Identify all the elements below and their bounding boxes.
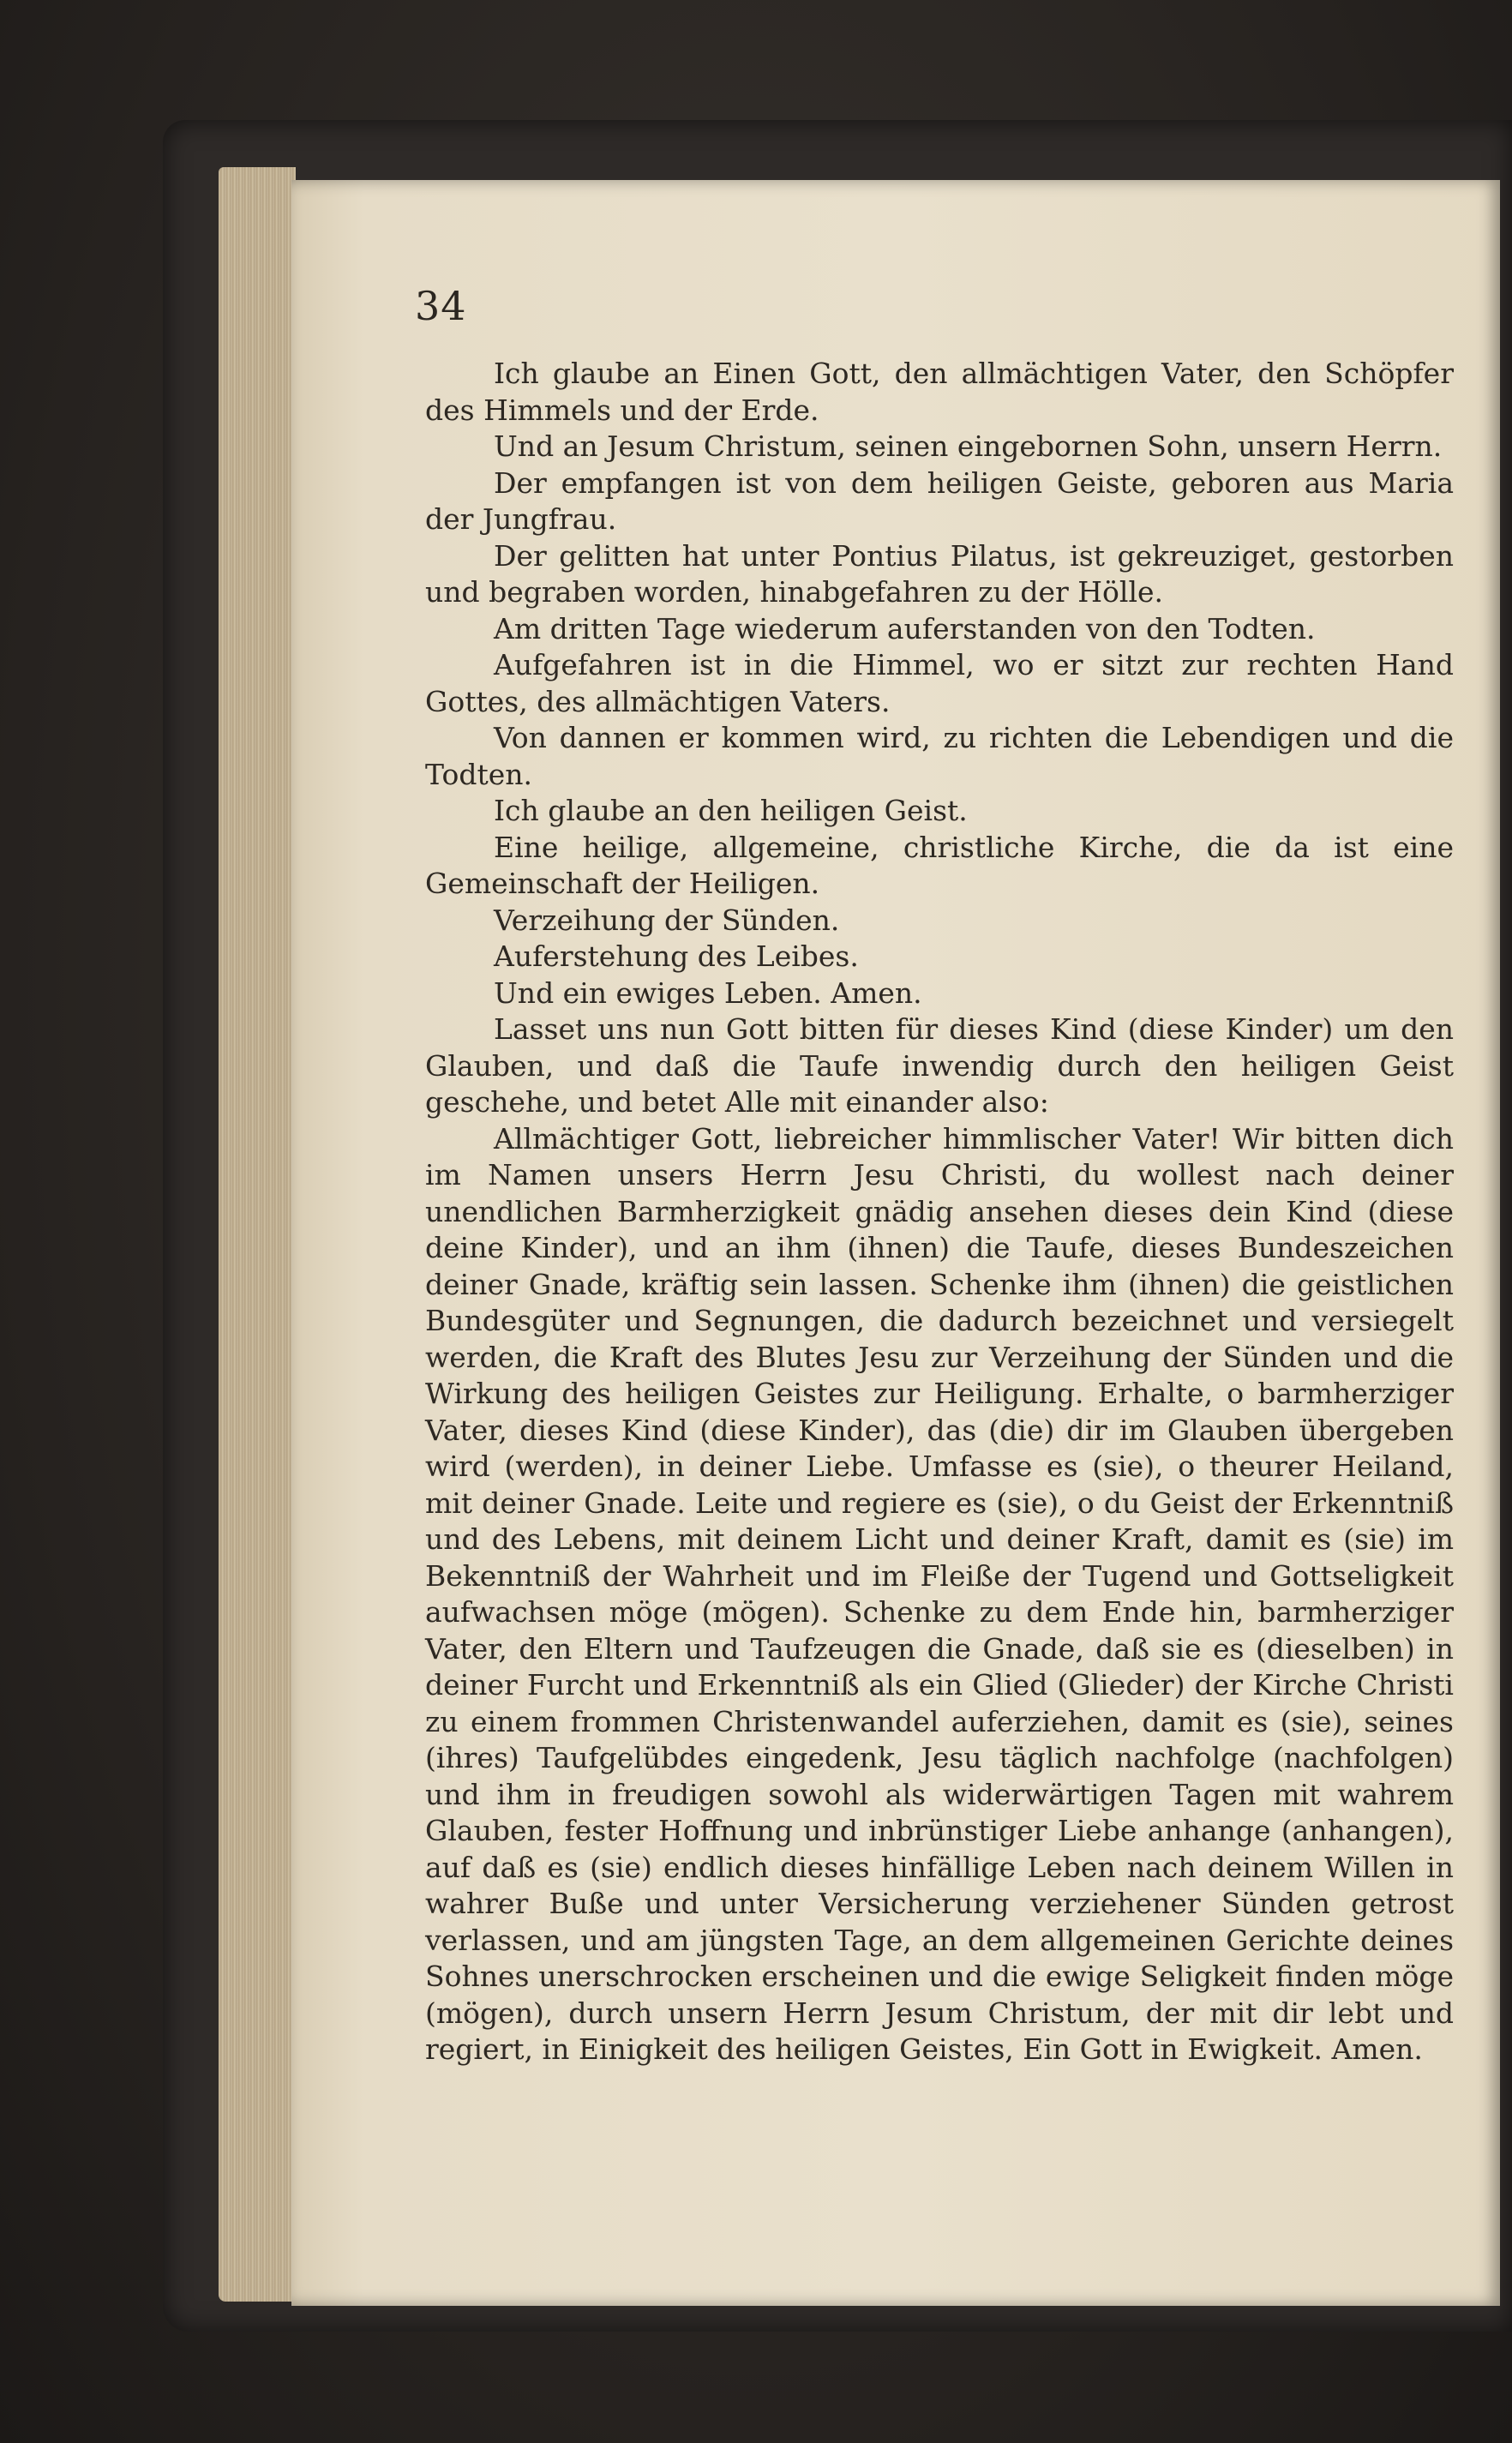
paragraph: Allmächtiger Gott, liebreicher himmlischer Vater! Wir bitten dich im Namen unsers Herrn Jesu Christi, du wollest nach deiner unendlichen Barmherzigkeit gnädig ansehen dieses dein Kind (diese deine Kinder), und an ihm (ihnen) die Taufe, dieses Bundeszeichen deiner Gnade, kräftig sein lassen. Schenke ihm (ihnen) die geistlichen Bundesgüter und Segnungen, die dadurch bezeichnet und versiegelt werden, die Kraft des Blutes Jesu zur Verzeihung der Sünden und die Wirkung des heiligen Geistes zur Heiligung. Erhalte, o barmherziger Vater, dieses Kind (diese Kinder), das (die) dir im Glauben übergeben wird (werden), in deiner Liebe. Umfasse es (sie), o theurer Heiland, mit deiner Gnade. Leite und regiere es (sie), o du Geist der Erkenntniß und des Lebens, mit deinem Licht und deiner Kraft, damit es (sie) im Bekenntniß der Wahrheit und im Fleiße der Tugend und Gottseligkeit aufwachsen möge (mögen). Schenke zu dem Ende hin, barmherziger Vater, den Eltern und Taufzeugen die Gnade, daß sie es (dieselben) in deiner Furcht und Erkenntniß als ein Glied (Glieder) der Kirche Christi zu einem frommen Christenwandel auferziehen, damit es (sie), seines (ihres) Taufgelübdes eingedenk, Jesu täglich nachfolge (nachfolgen) und ihm in freudigen sowohl als widerwärtigen Tagen mit wahrem Glauben, fester Hoffnung und inbrünstiger Liebe anhange (anhangen), auf daß es (sie) endlich dieses hinfällige Leben nach deinem Willen in wahrer Buße und unter Versicherung verziehener Sünden getrost verlassen, und am jüngsten Tage, an dem allgemeinen Gerichte deines Sohnes unerschrocken erscheinen und die ewige Seligkeit finden möge (mögen), durch unsern Herrn Jesum Christum, der mit dir lebt und regiert, in Einigkeit des heiligen Geistes, Ein Gott in Ewigkeit. Amen.	[425, 1121, 1454, 2066]
paragraph: Ich glaube an Einen Gott, den allmächtigen Vater, den Schöpfer des Himmels und der Erde.	[425, 357, 1454, 427]
paragraph: Aufgefahren ist in die Himmel, wo er sitzt zur rechten Hand Gottes, des allmächtigen Vaters.	[425, 648, 1454, 718]
paragraph: Am dritten Tage wiederum auferstanden von den Todten.	[494, 611, 1316, 645]
paragraph: Ich glaube an den heiligen Geist.	[494, 794, 968, 827]
paragraph: Verzeihung der Sünden.	[494, 903, 840, 937]
paragraph: Und ein ewiges Leben. Amen.	[494, 975, 922, 1010]
paragraph: Der gelitten hat unter Pontius Pilatus, ist gekreuziget, gestorben und begraben worden, hinabgefahren zu der Hölle.	[425, 538, 1454, 609]
paragraph: Lasset uns nun Gott bitten für dieses Kind (diese Kinder) um den Glauben, und daß die Taufe inwendig durch den heiligen Geist geschehe, und betet Alle mit einander also:	[425, 1012, 1454, 1119]
page-edges	[219, 167, 296, 2302]
paragraph: Und an Jesum Christum, seinen eingebornen Sohn, unsern Herrn.	[494, 429, 1443, 463]
page-number: 34	[415, 283, 467, 329]
page-text	[425, 356, 1454, 2068]
paragraph: Von dannen er kommen wird, zu richten die Lebendigen und die Todten.	[425, 721, 1454, 791]
paragraph: Der empfangen ist von dem heiligen Geiste, geboren aus Maria der Jungfrau.	[425, 465, 1454, 536]
paragraph: Eine heilige, allgemeine, christliche Kirche, die da ist eine Gemeinschaft der Heiligen.	[425, 830, 1454, 900]
paragraph: Auferstehung des Leibes.	[494, 939, 859, 973]
